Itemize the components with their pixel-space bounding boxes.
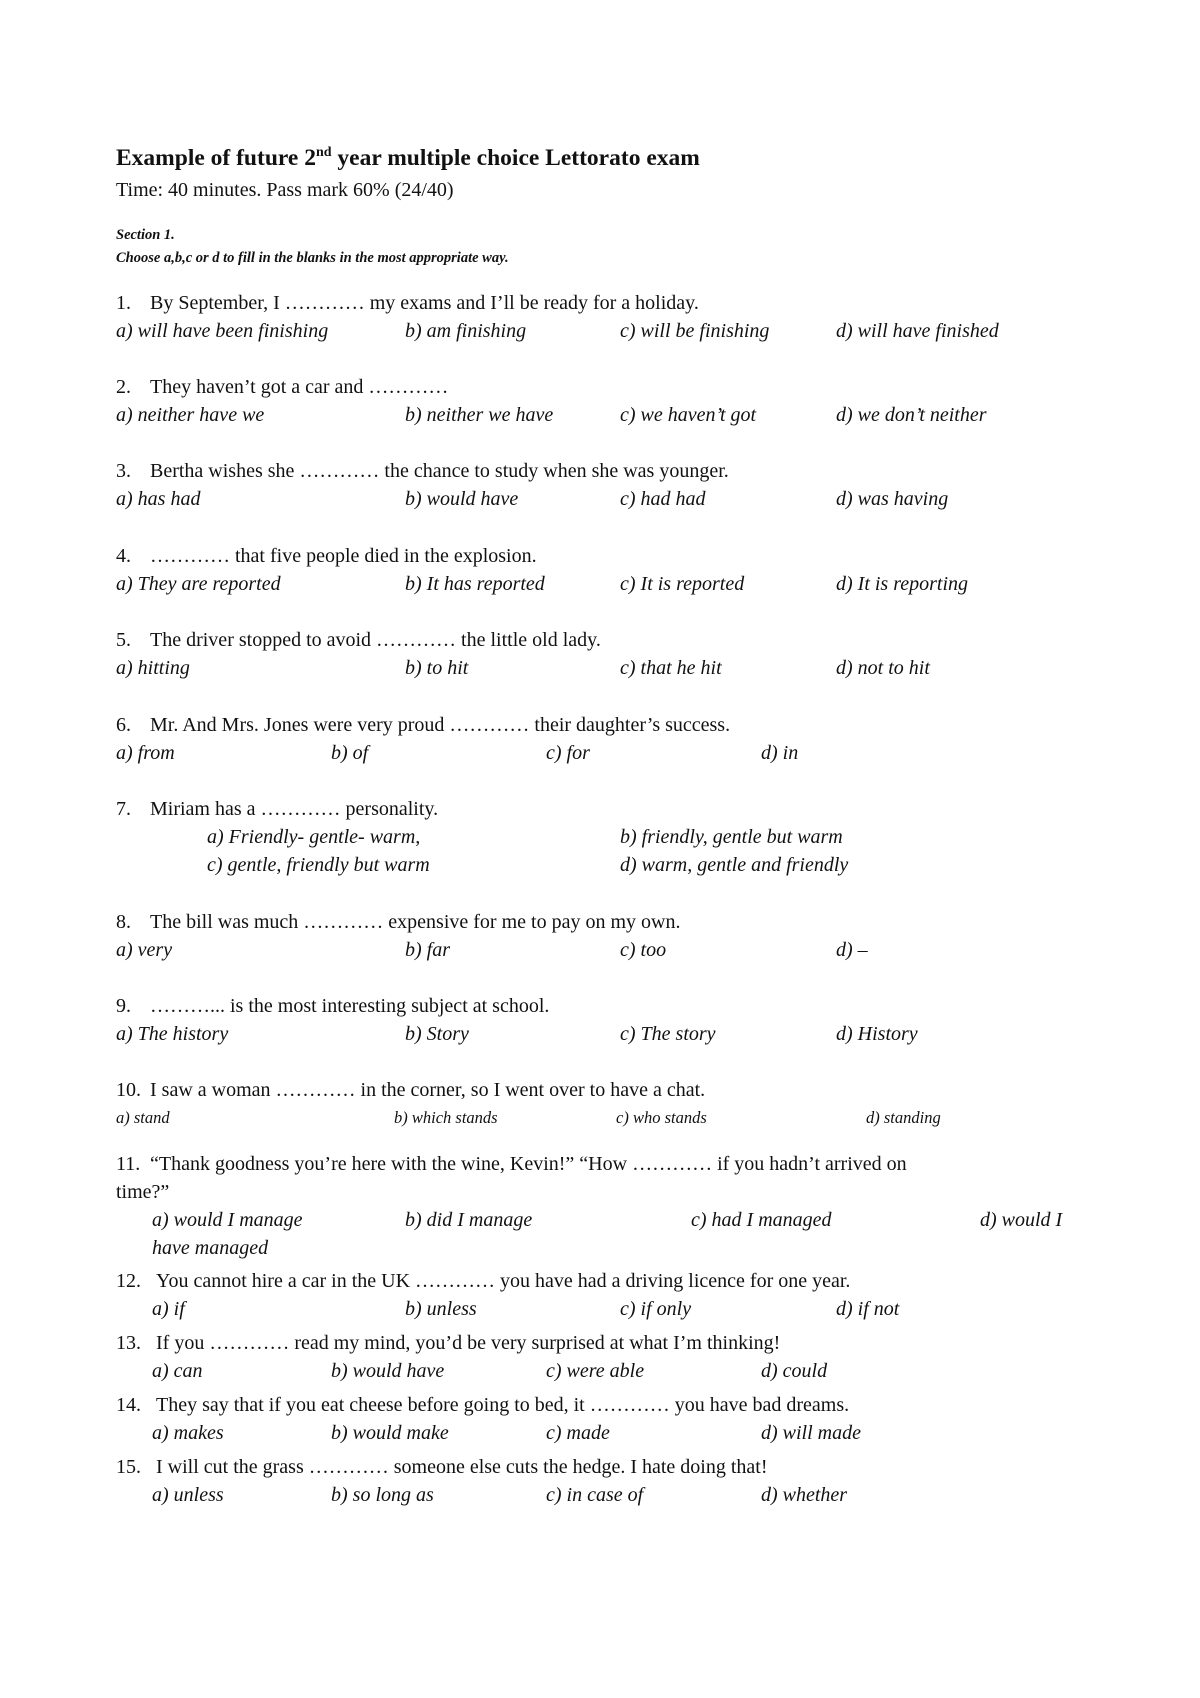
question-5 [116,629,601,652]
option-a: a) will have been finishing [116,320,329,342]
question-12 [116,1270,850,1293]
option-a: a) if [152,1298,185,1320]
question-11-continuation: time?” [116,1181,170,1203]
title-part-2: year multiple choice Lettorato exam [331,145,700,171]
option-d: d) standing [866,1108,941,1127]
option-c: c) were able [546,1360,645,1382]
question-2 [116,376,448,399]
question-stem: By September, I ………… my exams and I’ll be ready for a holiday. [150,292,699,314]
option-d: d) warm, gentle and friendly [620,854,849,876]
question-15 [116,1456,768,1479]
question-4 [116,545,537,568]
option-a: a) makes [152,1422,224,1444]
option-c: c) that he hit [620,657,722,679]
question-14 [116,1394,849,1417]
question-number: 9. [116,995,131,1017]
question-number: 10. [116,1079,141,1101]
option-d: d) History [836,1023,918,1045]
option-b: b) friendly, gentle but warm [620,826,843,848]
option-b: b) which stands [394,1108,498,1127]
option-c: c) had I managed [691,1209,832,1231]
option-d: d) we don’t neither [836,404,987,426]
question-stem: If you ………… read my mind, you’d be very surprised at what I’m thinking! [156,1332,781,1354]
option-a: a) The history [116,1023,229,1045]
option-a: a) very [116,939,173,961]
option-b: b) would have [331,1360,445,1382]
option-c: c) who stands [616,1108,707,1127]
option-b: b) to hit [405,657,469,679]
option-d: d) It is reporting [836,573,969,595]
option-d: d) if not [836,1298,900,1320]
question-number: 1. [116,292,131,314]
question-8 [116,911,680,934]
question-number: 5. [116,629,131,651]
question-stem: They haven’t got a car and ………… [150,376,449,398]
question-number: 11. [116,1153,141,1175]
option-b: b) would have [405,488,519,510]
option-d: d) will have finished [836,320,999,342]
section-title: Section 1. [116,227,175,243]
option-b: b) It has reported [405,573,545,595]
page-title [116,145,700,172]
question-stem: “Thank goodness you’re here with the wine, Kevin!” “How ………… if you hadn’t arrived on [150,1153,907,1175]
option-d: d) would I [980,1209,1063,1231]
option-c: c) if only [620,1298,692,1320]
option-b: b) unless [405,1298,477,1320]
question-number: 15. [116,1456,141,1478]
option-d: d) will made [761,1422,861,1444]
question-6 [116,714,730,737]
option-d: d) – [836,939,868,961]
option-c: c) too [620,939,667,961]
question-stem: Bertha wishes she ………… the chance to study when she was younger. [150,460,729,482]
question-number: 4. [116,545,131,567]
question-number: 14. [116,1394,141,1416]
question-number: 12. [116,1270,141,1292]
option-c: c) we haven’t got [620,404,757,426]
option-b: b) am finishing [405,320,527,342]
question-9 [116,995,549,1018]
option-a: a) neither have we [116,404,265,426]
time-and-pass-mark: Time: 40 minutes. Pass mark 60% (24/40) [116,179,454,201]
option-b: b) of [331,742,369,764]
question-stem: I will cut the grass ………… someone else cuts the hedge. I hate doing that! [156,1456,768,1478]
option-d: d) in [761,742,799,764]
title-part-1: Example of future 2 [116,145,316,171]
option-a: a) can [152,1360,203,1382]
question-number: 2. [116,376,131,398]
question-number: 8. [116,911,131,933]
question-stem: ………... is the most interesting subject at school. [150,995,550,1017]
option-d: d) whether [761,1484,848,1506]
option-b: b) neither we have [405,404,554,426]
option-a: a) hitting [116,657,190,679]
option-c: c) had had [620,488,706,510]
question-3 [116,460,729,483]
option-d: d) could [761,1360,828,1382]
option-c: c) gentle, friendly but warm [207,854,430,876]
option-b: b) so long as [331,1484,434,1506]
question-number: 13. [116,1332,141,1354]
option-b: b) did I manage [405,1209,533,1231]
question-stem: The driver stopped to avoid ………… the little old lady. [150,629,601,651]
option-c: c) made [546,1422,610,1444]
title-superscript: nd [315,145,332,160]
question-stem: ………… that five people died in the explosion. [150,545,537,567]
question-stem: They say that if you eat cheese before going to bed, it ………… you have bad dreams. [156,1394,850,1416]
question-11 [116,1153,907,1176]
option-a: a) stand [116,1108,170,1127]
section-instructions: Choose a,b,c or d to fill in the blanks in the most appropriate way. [116,250,509,266]
question-1 [116,292,699,315]
question-13 [116,1332,780,1355]
question-10 [116,1079,705,1102]
option-b: b) Story [405,1023,469,1045]
option-c: c) The story [620,1023,716,1045]
option-d: d) was having [836,488,949,510]
question-stem: You cannot hire a car in the UK ………… you have had a driving licence for one year. [156,1270,851,1292]
option-a: a) would I manage [152,1209,303,1231]
option-c: c) for [546,742,590,764]
option-a: a) has had [116,488,201,510]
option-a: a) They are reported [116,573,281,595]
question-stem: I saw a woman ………… in the corner, so I went over to have a chat. [150,1079,706,1101]
question-stem: Mr. And Mrs. Jones were very proud ………… their daughter’s success. [150,714,731,736]
option-c: c) in case of [546,1484,644,1506]
option-b: b) would make [331,1422,449,1444]
question-number: 3. [116,460,131,482]
question-stem: Miriam has a ………… personality. [150,798,439,820]
option-a: a) Friendly- gentle- warm, [207,826,421,848]
option-d: d) not to hit [836,657,930,679]
question-number: 6. [116,714,131,736]
option-c: c) will be finishing [620,320,770,342]
question-stem: The bill was much ………… expensive for me to pay on my own. [150,911,681,933]
question-7 [116,798,438,821]
option-a: a) from [116,742,175,764]
option-c: c) It is reported [620,573,745,595]
option-d-continuation: have managed [152,1237,269,1259]
option-b: b) far [405,939,450,961]
question-number: 7. [116,798,131,820]
option-a: a) unless [152,1484,224,1506]
